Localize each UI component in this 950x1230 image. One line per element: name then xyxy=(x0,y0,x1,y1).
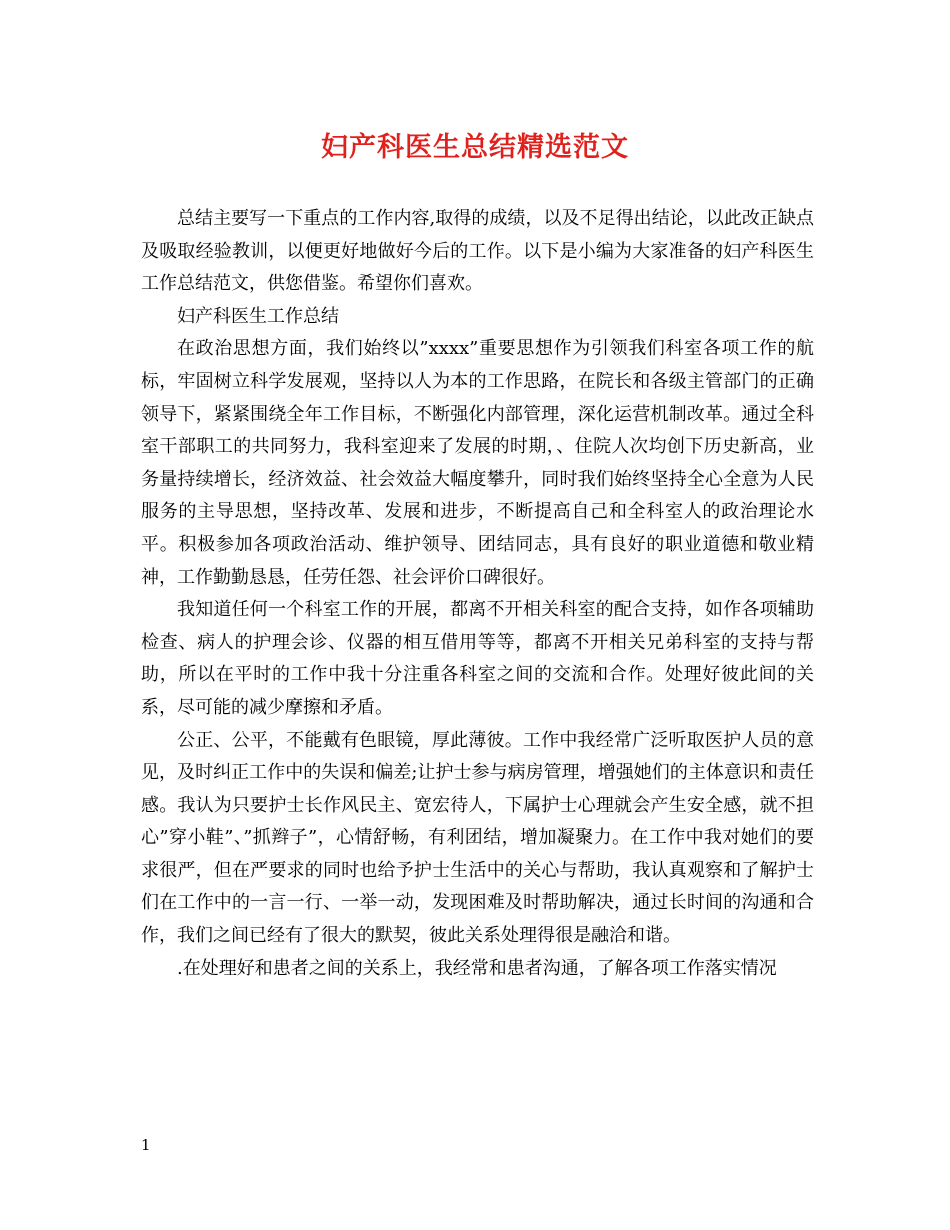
paragraph-patients: .在处理好和患者之间的关系上，我经常和患者沟通，了解各项工作落实情况 xyxy=(177,957,777,979)
paragraph-politics: 在政治思想方面，我们始终以”xxxx”重要思想作为引领我们科室各项工作的航标，牢固树立科学发展观，坚持以人为本的工作思路，在院长和各级主管部门的正确领导下，紧紧围绕全年工作目标，不断强化内部管理，深化运营机制改革。通过全科室干部职工的共同努力，我科室迎来了发展的时期，、住院人次均创下历史新高，业务量持续增长，经济效益、社会效益大幅度攀升，同时我们始终坚持全心全意为人民服务的主导思想，坚持改革、发展和进步，不断提高自己和全科室人的政治理论水平。积极参加各项政治活动、维护领导、团结同志，具有良好的职业道德和敬业精神，工作勤勤恳恳，任劳任怨、社会评价口碑很好。 xyxy=(141,338,814,588)
paragraph-intro: 总结主要写一下重点的工作内容,取得的成绩，以及不足得出结论，以此改正缺点及吸取经验教训，以便更好地做好今后的工作。以下是小编为大家准备的妇产科医生工作总结范文，供您借鉴。希望你们喜欢。 xyxy=(141,208,814,295)
paragraph-fairness: 公正、公平，不能戴有色眼镜，厚此薄彼。工作中我经常广泛听取医护人员的意见，及时纠正工作中的失误和偏差;让护士参与病房管理，增强她们的主体意识和责任感。我认为只要护士长作风民主、宽宏待人，下属护士心理就会产生安全感，就不担心”穿小鞋”、”抓辫子”，心情舒畅，有利团结，增加凝聚力。在工作中我对她们的要求很严，但在严要求的同时也给予护士生活中的关心与帮助，我认真观察和了解护士们在工作中的一言一行、一举一动，发现困难及时帮助解决，通过长时间的沟通和合作，我们之间已经有了很大的默契，彼此关系处理得很是融洽和谐。 xyxy=(141,729,814,947)
paragraph-subtitle: 妇产科医生工作总结 xyxy=(177,305,339,327)
document-body xyxy=(141,203,814,985)
paragraph-cooperation: 我知道任何一个科室工作的开展，都离不开相关科室的配合支持，如作各项辅助检查、病人的护理会诊、仪器的相互借用等等，都离不开相关兄弟科室的支持与帮助，所以在平时的工作中我十分注重各科室之间的交流和合作。处理好彼此间的关系，尽可能的减少摩擦和矛盾。 xyxy=(141,599,814,718)
page-number: 1 xyxy=(141,1136,151,1154)
document-title: 妇产科医生总结精选范文 xyxy=(321,132,629,163)
